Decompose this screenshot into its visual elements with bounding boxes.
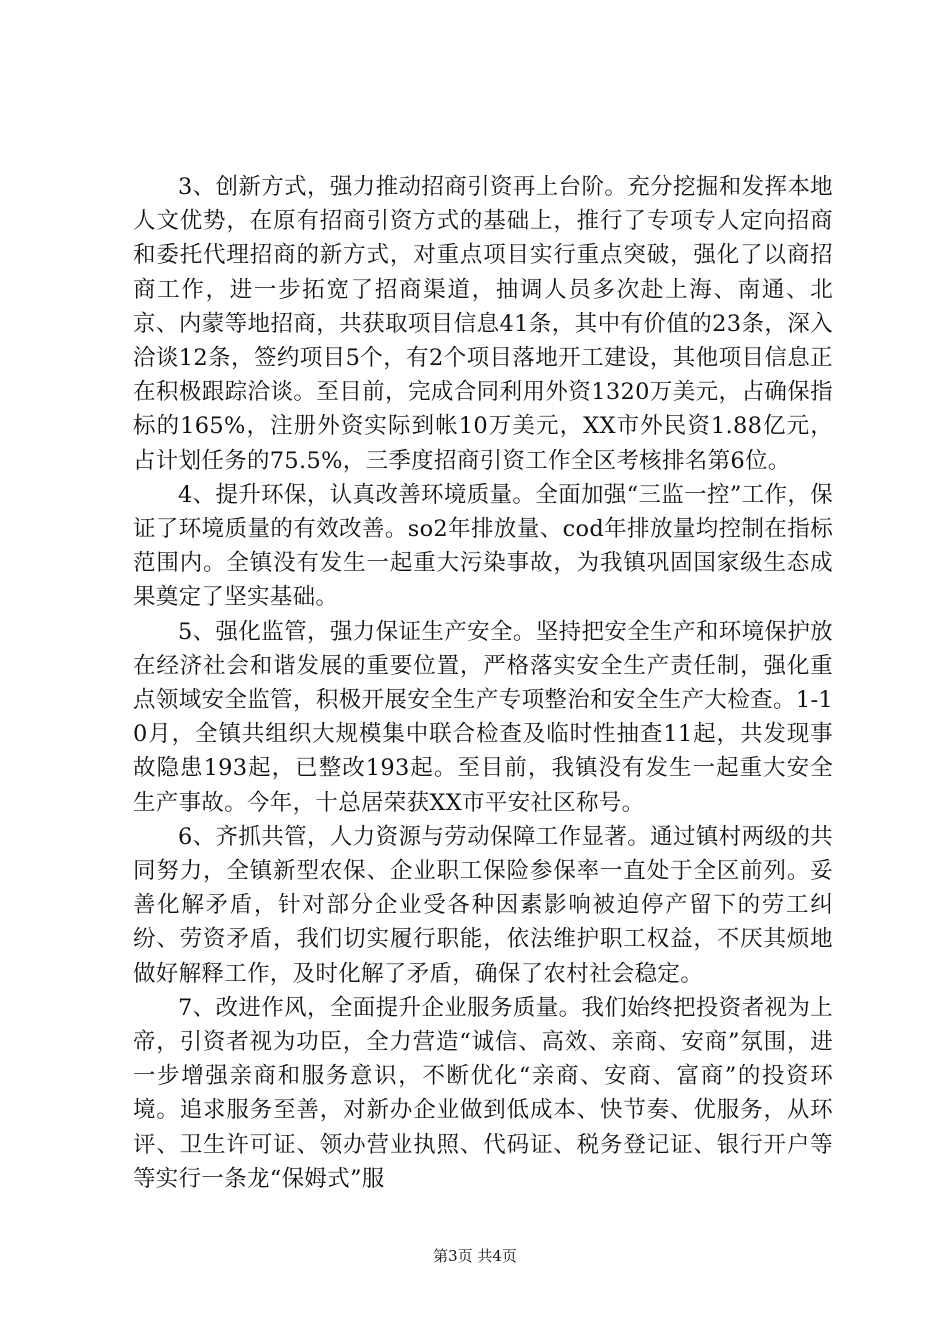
paragraph-service: 7、改进作风，全面提升企业服务质量。我们始终把投资者视为上帝，引资者视为功臣，全力营造“诚信、高效、亲商、安商”氛围，进一步增强亲商和服务意识，不断优化“亲商、安商、富商”的投资环境。追求服务至善，对新办企业做到低成本、快节奏、优服务，从环评、卫生许可证、领办营业执照、代码证、税务登记证、银行开户等等实行一条龙“保姆式”服 bbox=[133, 994, 833, 1192]
paragraph-environment: 4、提升环保，认真改善环境质量。全面加强“三监一控”工作，保证了环境质量的有效改善。so2年排放量、cod年排放量均控制在指标范围内。全镇没有发生一起重大污染事故，为我镇巩固国家级生态成果奠定了坚实基础。 bbox=[133, 481, 833, 611]
paragraph-safety: 5、强化监管，强力保证生产安全。坚持把安全生产和环境保护放在经济社会和谐发展的重要位置，严格落实安全生产责任制，强化重点领域安全监管，积极开展安全生产专项整治和安全生产大检查。1-10月，全镇共组织大规模集中联合检查及临时性抽查11起，共发现事故隐患193起，已整改193起。至目前，我镇没有发生一起重大安全生产事故。今年，十总居荣获XX市平安社区称号。 bbox=[133, 618, 833, 816]
paragraph-labor: 6、齐抓共管，人力资源与劳动保障工作显著。通过镇村两级的共同努力，全镇新型农保、企业职工保险参保率一直处于全区前列。妥善化解矛盾，针对部分企业受各种因素影响被迫停产留下的劳工纠纷、劳资矛盾，我们切实履行职能，依法维护职工权益，不厌其烦地做好解释工作，及时化解了矛盾，确保了农村社会稳定。 bbox=[133, 823, 833, 987]
page-number: 第3页 共4页 bbox=[433, 1247, 517, 1265]
paragraph-investment: 3、创新方式，强力推动招商引资再上台阶。充分挖掘和发挥本地人文优势，在原有招商引资方式的基础上，推行了专项专人定向招商和委托代理招商的新方式，对重点项目实行重点突破，强化了以商招商工作，进一步拓宽了招商渠道，抽调人员多次赴上海、南通、北京、内蒙等地招商，共获取项目信息41条，其中有价值的23条，深入洽谈12条，签约项目5个，有2个项目落地开工建设，其他项目信息正在积极跟踪洽谈。至目前，完成合同利用外资1320万美元，占确保指标的165%，注册外资实际到帐10万美元，XX市外民资1.88亿元，占计划任务的75.5%，三季度招商引资工作全区考核排名第6位。 bbox=[133, 174, 833, 474]
document-body bbox=[133, 170, 833, 1196]
page-footer bbox=[0, 1246, 950, 1266]
